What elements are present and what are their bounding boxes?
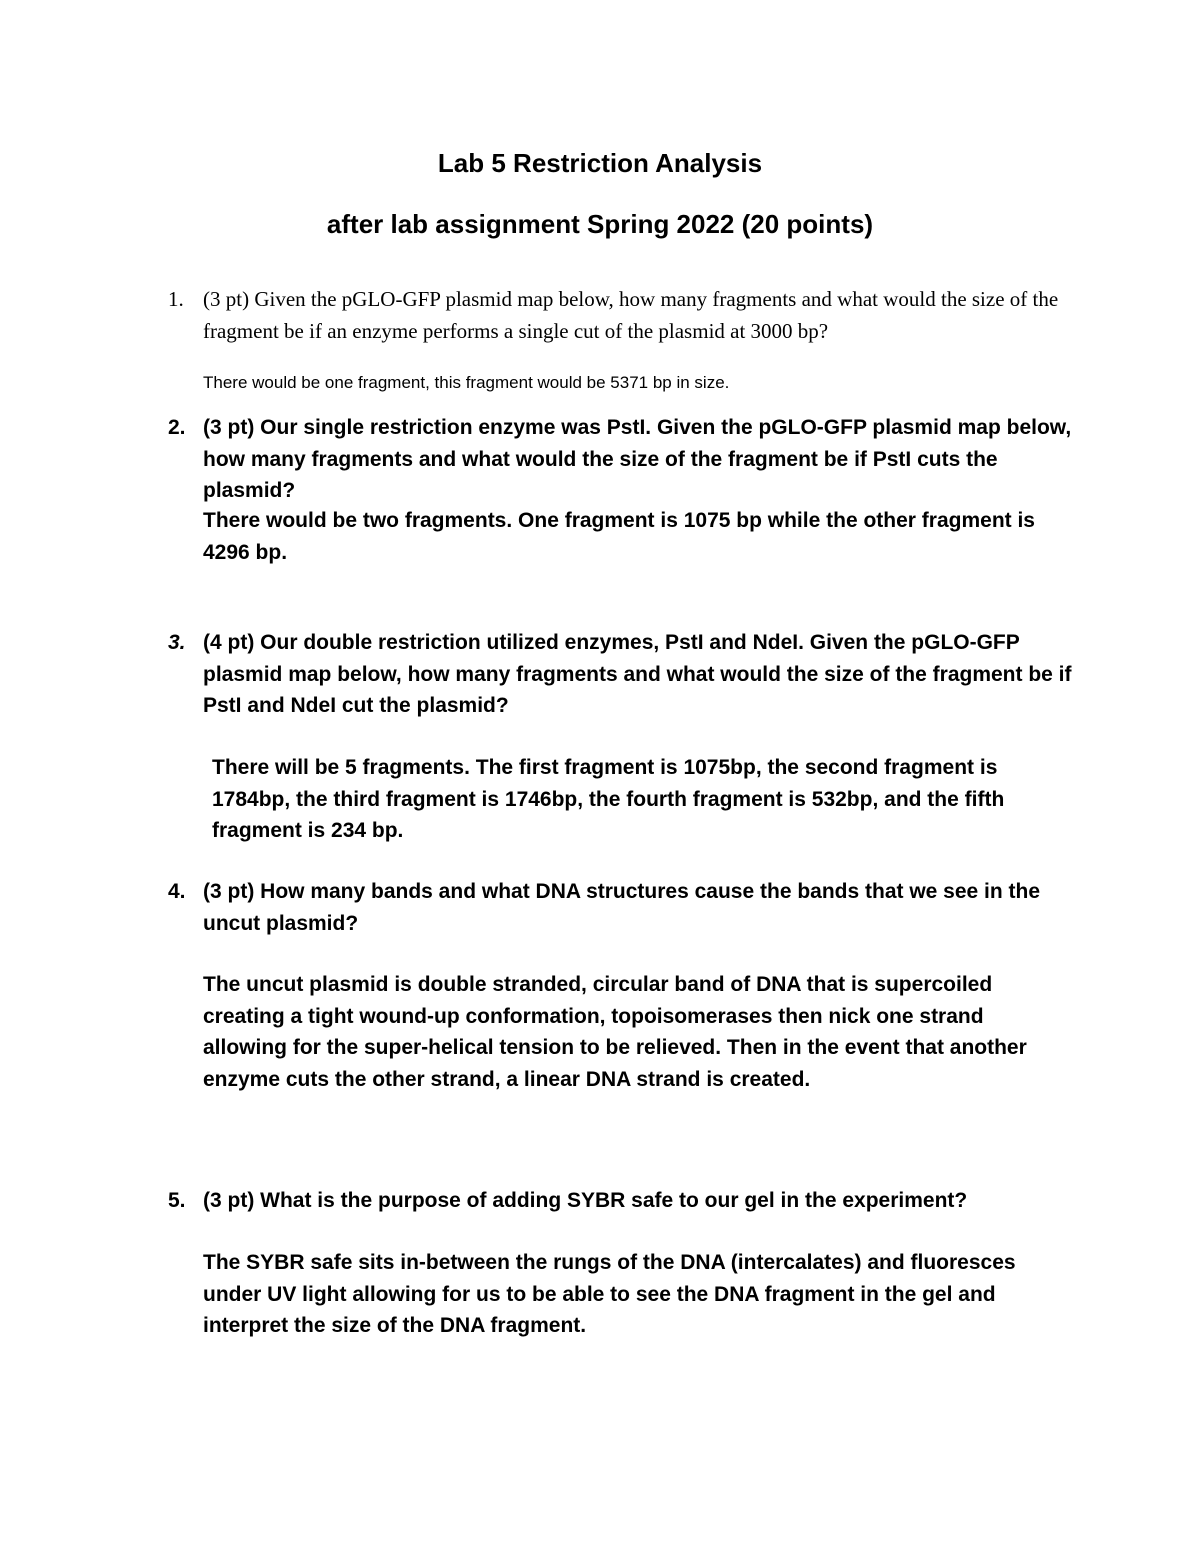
- question-text: (3 pt) Given the pGLO-GFP plasmid map below, how many fragments and what would the size of the fragment be if an enzyme performs a single cut of the plasmid at 3000 bp?: [203, 287, 1059, 343]
- question-number: 1.: [168, 287, 184, 311]
- answer-text: The SYBR safe sits in-between the rungs of the DNA (intercalates) and fluoresces under UV light allowing for us to be able to see the DNA fragment in the gel and interpret the size of the DNA fragment.: [203, 1251, 1016, 1337]
- document-title: Lab 5 Restriction Analysis: [437, 148, 763, 178]
- question-number: 4.: [168, 880, 186, 903]
- answer-text: There will be 5 fragments. The first fragment is 1075bp, the second fragment is 1784bp, the third fragment is 1746bp, the fourth fragment is 532bp, and the fifth fragment is 234 bp.: [212, 756, 1005, 842]
- question-text: (4 pt) Our double restriction utilized enzymes, PstI and NdeI. Given the pGLO-GFP plasmid map below, how many fragments and what would the size of the fragment be if PstI and NdeI cut the plasmid?: [203, 631, 1072, 717]
- answer-text: There would be one fragment, this fragment would be 5371 bp in size.: [203, 373, 730, 392]
- question-text: (3 pt) What is the purpose of adding SYBR safe to our gel in the experiment?: [203, 1189, 968, 1212]
- answer-text: There would be two fragments. One fragment is 1075 bp while the other fragment is 4296 bp.: [203, 509, 1035, 564]
- question-text: (3 pt) Our single restriction enzyme was PstI. Given the pGLO-GFP plasmid map below, how many fragments and what would the size of the fragment be if PstI cuts the plasmid?: [203, 416, 1072, 502]
- document-subtitle: after lab assignment Spring 2022 (20 points): [326, 209, 874, 239]
- question-number: 5.: [168, 1189, 186, 1212]
- answer-text: The uncut plasmid is double stranded, circular band of DNA that is supercoiled creating a tight wound-up conformation, topoisomerases then nick one strand allowing for the super-helical tension to be relieved. Then in the event that another enzyme cuts the other strand, a linear DNA strand is created.: [203, 973, 1027, 1091]
- question-number: 2.: [168, 416, 186, 439]
- question-number: 3.: [168, 631, 186, 654]
- question-text: (3 pt) How many bands and what DNA structures cause the bands that we see in the uncut plasmid?: [203, 880, 1041, 935]
